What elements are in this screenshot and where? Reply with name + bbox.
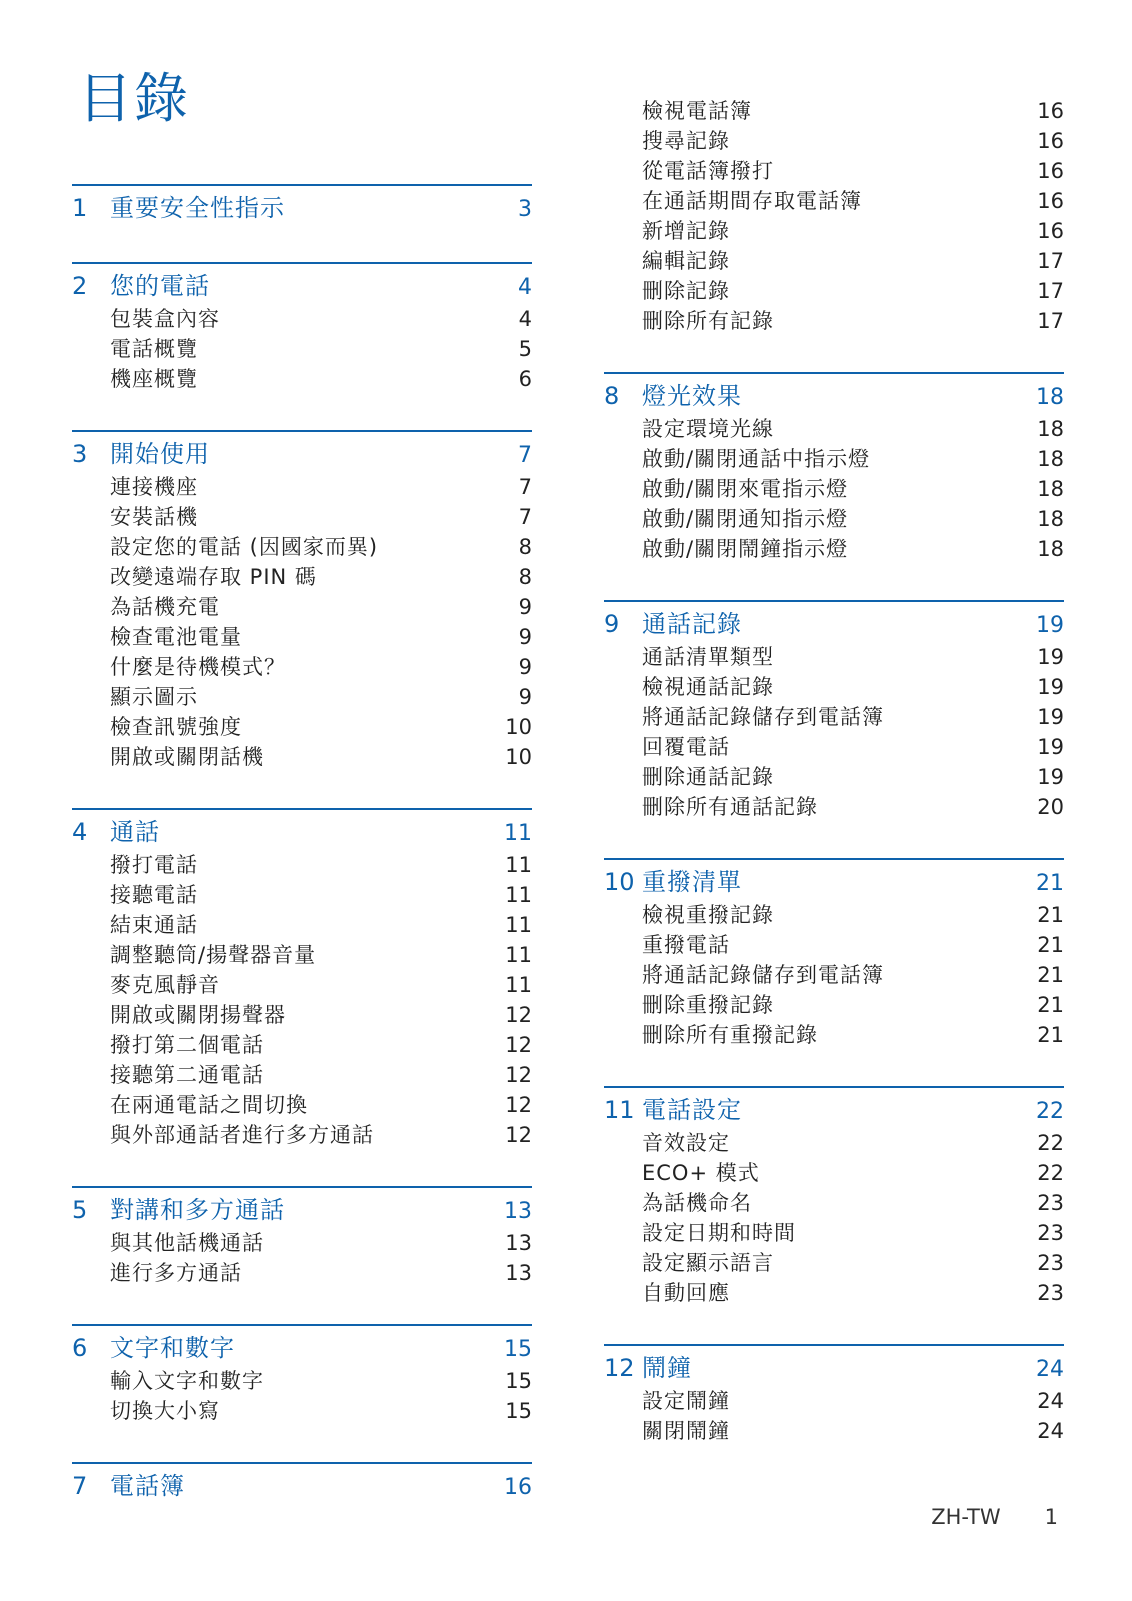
toc-item-page: 19 <box>1037 645 1064 669</box>
toc-item[interactable] <box>72 1228 532 1258</box>
toc-item-page: 11 <box>505 913 532 937</box>
toc-item-title: 設定顯示語言 <box>642 1251 774 1275</box>
toc-item[interactable] <box>72 502 532 532</box>
toc-item-page: 10 <box>505 715 532 739</box>
toc-item-page: 18 <box>1037 477 1064 501</box>
toc-section-heading[interactable] <box>604 1352 1064 1386</box>
toc-section <box>72 262 532 394</box>
toc-item-title: 切換大小寫 <box>110 1399 220 1423</box>
toc-section-title: 開始使用 <box>110 440 210 468</box>
toc-item[interactable] <box>72 472 532 502</box>
toc-section-page: 21 <box>1036 871 1064 896</box>
footer-language: ZH-TW <box>931 1505 1001 1529</box>
toc-item-title: 設定日期和時間 <box>642 1221 796 1245</box>
toc-section-number: 1 <box>72 194 88 222</box>
toc-item-page: 24 <box>1037 1419 1064 1443</box>
toc-item-title: 撥打第二個電話 <box>110 1033 264 1057</box>
toc-item-title: 為話機充電 <box>110 595 220 619</box>
toc-item-page: 16 <box>1037 219 1064 243</box>
toc-section-title: 通話 <box>110 818 160 846</box>
toc-item-title: 從電話簿撥打 <box>642 159 774 183</box>
toc-section <box>604 600 1064 822</box>
toc-item-title: 回覆電話 <box>642 735 730 759</box>
toc-item-title: 刪除通話記錄 <box>642 765 774 789</box>
toc-item-page: 21 <box>1037 963 1064 987</box>
toc-item[interactable] <box>72 940 532 970</box>
toc-item[interactable] <box>604 1218 1064 1248</box>
toc-item-page: 17 <box>1037 249 1064 273</box>
toc-section-heading[interactable] <box>72 1332 532 1366</box>
toc-item-page: 4 <box>518 307 532 331</box>
toc-item[interactable] <box>604 1278 1064 1308</box>
toc-section-number: 9 <box>604 610 620 638</box>
toc-item[interactable] <box>604 1386 1064 1416</box>
toc-item-page: 23 <box>1037 1281 1064 1305</box>
toc-section-heading[interactable] <box>604 866 1064 900</box>
toc-section-page: 7 <box>518 443 532 468</box>
toc-item-page: 12 <box>505 1003 532 1027</box>
page-title: 目錄 <box>78 67 190 130</box>
toc-item-page: 18 <box>1037 507 1064 531</box>
toc-item[interactable] <box>604 246 1064 276</box>
toc-section-number: 10 <box>604 868 635 896</box>
toc-item-title: 啟動/關閉來電指示燈 <box>642 477 849 501</box>
toc-item[interactable] <box>72 742 532 772</box>
toc-item-page: 19 <box>1037 705 1064 729</box>
toc-section-page: 16 <box>504 1475 532 1500</box>
toc-item[interactable] <box>604 1248 1064 1278</box>
toc-item[interactable] <box>604 792 1064 822</box>
toc-item-page: 16 <box>1037 159 1064 183</box>
toc-section <box>72 1462 532 1504</box>
toc-item-title: 刪除所有記錄 <box>642 309 774 333</box>
toc-item-title: 啟動/關閉鬧鐘指示燈 <box>642 537 849 561</box>
toc-item-title: 設定您的電話 (因國家而異) <box>110 535 379 559</box>
toc-section-heading[interactable] <box>604 608 1064 642</box>
toc-item-title: 重撥電話 <box>642 933 730 957</box>
toc-item[interactable] <box>604 96 1064 126</box>
toc-section-number: 7 <box>72 1472 88 1500</box>
toc-item-page: 9 <box>518 625 532 649</box>
toc-item-page: 21 <box>1037 933 1064 957</box>
toc-item[interactable] <box>72 1060 532 1090</box>
toc-section-title: 重撥清單 <box>642 868 742 896</box>
toc-item[interactable] <box>604 1128 1064 1158</box>
toc-item[interactable] <box>604 702 1064 732</box>
toc-item-page: 16 <box>1037 189 1064 213</box>
toc-section-number: 5 <box>72 1196 88 1224</box>
toc-item-title: 編輯記錄 <box>642 249 730 273</box>
toc-column-right <box>604 96 1064 1482</box>
toc-item-page: 13 <box>505 1261 532 1285</box>
toc-item[interactable] <box>72 1396 532 1426</box>
toc-section-title: 對講和多方通話 <box>110 1196 285 1224</box>
toc-item-page: 22 <box>1037 1161 1064 1185</box>
toc-item-page: 22 <box>1037 1131 1064 1155</box>
toc-item-title: 安裝話機 <box>110 505 198 529</box>
toc-section <box>604 1086 1064 1308</box>
toc-item-page: 17 <box>1037 279 1064 303</box>
toc-section-title: 通話記錄 <box>642 610 742 638</box>
toc-item-page: 8 <box>518 565 532 589</box>
toc-item-title: 與外部通話者進行多方通話 <box>110 1123 374 1147</box>
toc-item-page: 15 <box>505 1369 532 1393</box>
toc-item-title: 麥克風靜音 <box>110 973 220 997</box>
toc-section-title: 文字和數字 <box>110 1334 235 1362</box>
toc-item[interactable] <box>604 1188 1064 1218</box>
toc-section-title: 重要安全性指示 <box>110 194 285 222</box>
toc-item-page: 19 <box>1037 735 1064 759</box>
toc-item[interactable] <box>604 156 1064 186</box>
toc-item-title: 檢視重撥記錄 <box>642 903 774 927</box>
toc-item-title: 進行多方通話 <box>110 1261 242 1285</box>
toc-item-title: 關閉鬧鐘 <box>642 1419 730 1443</box>
toc-item[interactable] <box>604 414 1064 444</box>
toc-item[interactable] <box>72 1030 532 1060</box>
toc-item-title: 啟動/關閉通話中指示燈 <box>642 447 871 471</box>
toc-item-page: 9 <box>518 595 532 619</box>
toc-section <box>72 184 532 226</box>
toc-item[interactable] <box>604 900 1064 930</box>
toc-item[interactable] <box>72 304 532 334</box>
toc-item-page: 21 <box>1037 903 1064 927</box>
toc-item-page: 12 <box>505 1063 532 1087</box>
toc-section <box>72 1186 532 1288</box>
toc-section-page: 19 <box>1036 613 1064 638</box>
toc-item-page: 21 <box>1037 1023 1064 1047</box>
toc-item-title: 在兩通電話之間切換 <box>110 1093 308 1117</box>
toc-section <box>72 808 532 1150</box>
toc-section-page: 4 <box>518 275 532 300</box>
toc-section-heading[interactable] <box>604 380 1064 414</box>
toc-section-page: 11 <box>504 821 532 846</box>
toc-item[interactable] <box>604 126 1064 156</box>
toc-item[interactable] <box>604 186 1064 216</box>
toc-item-title: 檢視電話簿 <box>642 99 752 123</box>
toc-item-page: 11 <box>505 943 532 967</box>
toc-item[interactable] <box>72 1120 532 1150</box>
toc-section-title: 燈光效果 <box>642 382 742 410</box>
toc-section <box>604 1344 1064 1446</box>
toc-item-title: 新增記錄 <box>642 219 730 243</box>
toc-item[interactable] <box>72 334 532 364</box>
toc-item[interactable] <box>604 216 1064 246</box>
toc-item[interactable] <box>604 534 1064 564</box>
toc-item-page: 16 <box>1037 129 1064 153</box>
toc-section-number: 12 <box>604 1354 635 1382</box>
toc-item[interactable] <box>604 960 1064 990</box>
toc-section-page: 3 <box>518 197 532 222</box>
toc-item[interactable] <box>604 672 1064 702</box>
toc-item-title: ECO+ 模式 <box>642 1161 760 1185</box>
toc-section <box>604 858 1064 1050</box>
toc-item[interactable] <box>72 1258 532 1288</box>
toc-item-page: 6 <box>518 367 532 391</box>
toc-item-title: 輸入文字和數字 <box>110 1369 264 1393</box>
toc-section-continuation <box>604 96 1064 336</box>
toc-item-page: 23 <box>1037 1191 1064 1215</box>
toc-item-page: 18 <box>1037 447 1064 471</box>
toc-item-page: 11 <box>505 973 532 997</box>
toc-section <box>72 430 532 772</box>
toc-item-page: 7 <box>518 505 532 529</box>
toc-item-title: 接聽電話 <box>110 883 198 907</box>
toc-item-page: 12 <box>505 1033 532 1057</box>
toc-item-page: 20 <box>1037 795 1064 819</box>
toc-section-title: 電話設定 <box>642 1096 742 1124</box>
toc-item-title: 自動回應 <box>642 1281 730 1305</box>
toc-item-title: 設定環境光線 <box>642 417 774 441</box>
toc-item[interactable] <box>604 1158 1064 1188</box>
toc-section-title: 鬧鐘 <box>642 1354 692 1382</box>
toc-item-page: 11 <box>505 853 532 877</box>
toc-item[interactable] <box>72 712 532 742</box>
toc-item-page: 5 <box>518 337 532 361</box>
toc-item-title: 顯示圖示 <box>110 685 198 709</box>
toc-item-title: 調整聽筒/揚聲器音量 <box>110 943 317 967</box>
toc-item-page: 10 <box>505 745 532 769</box>
toc-item-title: 刪除記錄 <box>642 279 730 303</box>
toc-section-heading[interactable] <box>72 270 532 304</box>
toc-item-page: 24 <box>1037 1389 1064 1413</box>
toc-item-title: 檢視通話記錄 <box>642 675 774 699</box>
toc-item[interactable] <box>72 1366 532 1396</box>
toc-item-title: 搜尋記錄 <box>642 129 730 153</box>
toc-item[interactable] <box>72 850 532 880</box>
toc-section <box>604 372 1064 564</box>
toc-section-number: 4 <box>72 818 88 846</box>
toc-item[interactable] <box>72 970 532 1000</box>
toc-item-title: 包裝盒內容 <box>110 307 220 331</box>
toc-item[interactable] <box>604 444 1064 474</box>
toc-item-title: 刪除重撥記錄 <box>642 993 774 1017</box>
toc-item-title: 檢查訊號強度 <box>110 715 242 739</box>
toc-item-page: 21 <box>1037 993 1064 1017</box>
toc-section-heading[interactable] <box>72 192 532 226</box>
toc-item[interactable] <box>72 1090 532 1120</box>
toc-item-page: 11 <box>505 883 532 907</box>
toc-item-page: 8 <box>518 535 532 559</box>
toc-item[interactable] <box>72 532 532 562</box>
toc-item-title: 與其他話機通話 <box>110 1231 264 1255</box>
toc-section-heading[interactable] <box>604 1094 1064 1128</box>
toc-item-title: 連接機座 <box>110 475 198 499</box>
toc-item-title: 什麼是待機模式？ <box>110 655 286 679</box>
toc-item-title: 開啟或關閉話機 <box>110 745 264 769</box>
toc-item-page: 7 <box>518 475 532 499</box>
page-footer <box>931 1505 1058 1529</box>
toc-item[interactable] <box>604 474 1064 504</box>
toc-section-page: 13 <box>504 1199 532 1224</box>
toc-item-page: 12 <box>505 1093 532 1117</box>
toc-item[interactable] <box>604 504 1064 534</box>
toc-section-page: 22 <box>1036 1099 1064 1124</box>
toc-section-number: 8 <box>604 382 620 410</box>
toc-item-title: 檢查電池電量 <box>110 625 242 649</box>
toc-item-page: 13 <box>505 1231 532 1255</box>
toc-item-page: 12 <box>505 1123 532 1147</box>
toc-item[interactable] <box>604 990 1064 1020</box>
toc-section-number: 3 <box>72 440 88 468</box>
toc-item[interactable] <box>72 364 532 394</box>
toc-item-page: 23 <box>1037 1251 1064 1275</box>
toc-section-number: 6 <box>72 1334 88 1362</box>
toc-item[interactable] <box>72 1000 532 1030</box>
toc-item[interactable] <box>72 880 532 910</box>
toc-section-heading[interactable] <box>72 1194 532 1228</box>
toc-section-page: 15 <box>504 1337 532 1362</box>
toc-section-heading[interactable] <box>72 438 532 472</box>
toc-item-title: 結束通話 <box>110 913 198 937</box>
toc-item[interactable] <box>72 652 532 682</box>
toc-item-page: 18 <box>1037 417 1064 441</box>
toc-item[interactable] <box>604 642 1064 672</box>
toc-item-title: 電話概覽 <box>110 337 198 361</box>
toc-item[interactable] <box>604 930 1064 960</box>
toc-section-title: 電話簿 <box>110 1472 185 1500</box>
toc-section-title: 您的電話 <box>110 272 210 300</box>
toc-section-page: 24 <box>1036 1357 1064 1382</box>
toc-section-number: 2 <box>72 272 88 300</box>
toc-item-page: 19 <box>1037 675 1064 699</box>
toc-item[interactable] <box>72 562 532 592</box>
toc-section-heading[interactable] <box>72 1470 532 1504</box>
toc-item[interactable] <box>604 762 1064 792</box>
toc-item-title: 刪除所有重撥記錄 <box>642 1023 818 1047</box>
toc-item[interactable] <box>72 682 532 712</box>
toc-item-title: 刪除所有通話記錄 <box>642 795 818 819</box>
toc-item[interactable] <box>604 1020 1064 1050</box>
toc-item-page: 19 <box>1037 765 1064 789</box>
toc-section <box>72 1324 532 1426</box>
toc-item-page: 9 <box>518 655 532 679</box>
toc-item-page: 9 <box>518 685 532 709</box>
toc-item[interactable] <box>72 622 532 652</box>
toc-item-title: 開啟或關閉揚聲器 <box>110 1003 286 1027</box>
toc-item-title: 啟動/關閉通知指示燈 <box>642 507 849 531</box>
toc-item[interactable] <box>604 276 1064 306</box>
toc-item[interactable] <box>72 910 532 940</box>
toc-item-title: 音效設定 <box>642 1131 730 1155</box>
toc-item-page: 16 <box>1037 99 1064 123</box>
toc-section-heading[interactable] <box>72 816 532 850</box>
toc-item-title: 改變遠端存取 PIN 碼 <box>110 565 317 589</box>
toc-item-page: 15 <box>505 1399 532 1423</box>
toc-item-title: 撥打電話 <box>110 853 198 877</box>
toc-item-title: 在通話期間存取電話簿 <box>642 189 862 213</box>
toc-section-page: 18 <box>1036 385 1064 410</box>
toc-item-title: 設定鬧鐘 <box>642 1389 730 1413</box>
toc-item[interactable] <box>604 306 1064 336</box>
toc-item-page: 18 <box>1037 537 1064 561</box>
toc-item-page: 17 <box>1037 309 1064 333</box>
toc-item-title: 將通話記錄儲存到電話簿 <box>642 963 884 987</box>
toc-section-number: 11 <box>604 1096 635 1124</box>
toc-item[interactable] <box>604 1416 1064 1446</box>
toc-item-title: 為話機命名 <box>642 1191 752 1215</box>
toc-item[interactable] <box>72 592 532 622</box>
toc-item-title: 將通話記錄儲存到電話簿 <box>642 705 884 729</box>
toc-item-title: 機座概覽 <box>110 367 198 391</box>
toc-column-left <box>72 184 532 1540</box>
toc-item[interactable] <box>604 732 1064 762</box>
toc-item-title: 接聽第二通電話 <box>110 1063 264 1087</box>
toc-item-title: 通話清單類型 <box>642 645 774 669</box>
footer-page-number: 1 <box>1044 1505 1058 1529</box>
toc-item-page: 23 <box>1037 1221 1064 1245</box>
